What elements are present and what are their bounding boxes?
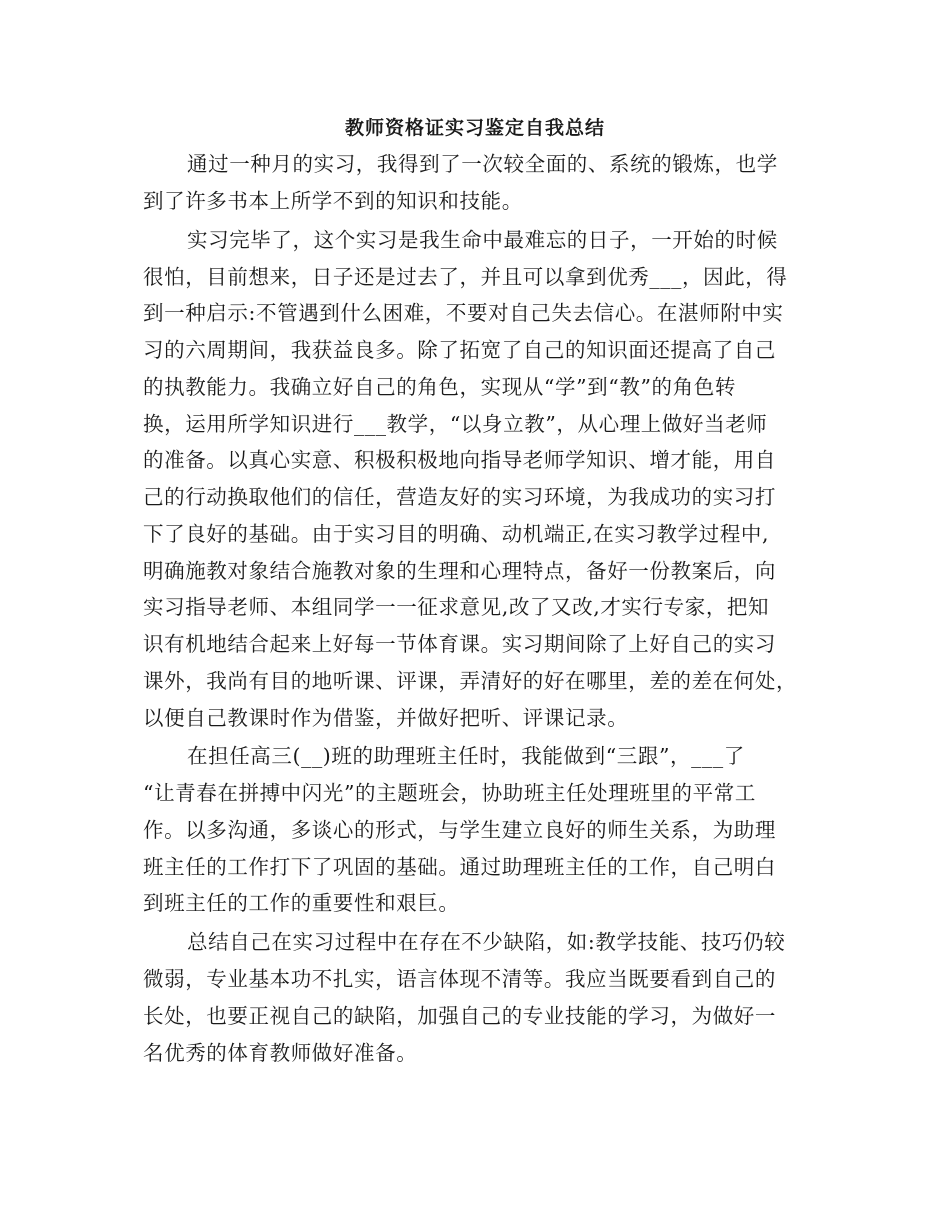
paragraph-4-line: 名优秀的体育教师做好准备。: [143, 1041, 418, 1065]
paragraph-2-line: 己的行动换取他们的信任，营造友好的实习环境，为我成功的实习打: [143, 485, 776, 509]
paragraph-2-line: 识有机地结合起来上好每一节体育课。实习期间除了上好自己的实习: [143, 632, 776, 656]
paragraph-2-line: 实习指导老师、本组同学一一征求意见,改了又改,才实行专家，把知: [143, 595, 770, 619]
paragraph-2-line: 换，运用所学知识进行___教学，“以身立教”，从心理上做好当老师: [143, 412, 768, 436]
paragraph-2-line: 课外，我尚有目的地听课、评课，弄清好的好在哪里，差的差在何处，: [143, 669, 798, 693]
paragraph-2-line: 的准备。以真心实意、积极积极地向指导老师学知识、增才能，用自: [143, 448, 776, 472]
paragraph-2-line: 到一种启示:不管遇到什么困难，不要对自己失去信心。在湛师附中实: [143, 301, 784, 325]
paragraph-3-line: 在担任高三(__)班的助理班主任时，我能做到“三跟”，___了: [187, 744, 745, 768]
paragraph-2-line: 以便自己教课时作为借鉴，并做好把听、评课记录。: [143, 706, 629, 730]
paragraph-2-line: 很怕，目前想来，日子还是过去了，并且可以拿到优秀___，因此，得: [143, 265, 788, 289]
paragraph-1-line: 到了许多书本上所学不到的知识和技能。: [143, 189, 523, 213]
paragraph-2-line: 下了良好的基础。由于实习目的明确、动机端正,在实习教学过程中,: [143, 522, 770, 546]
paragraph-3-line: “让青春在拼搏中闪光”的主题班会，协助班主任处理班里的平常工: [143, 781, 756, 805]
paragraph-3-line: 班主任的工作打下了巩固的基础。通过助理班主任的工作，自己明白: [143, 855, 776, 879]
paragraph-2-line: 明确施教对象结合施教对象的生理和心理特点，备好一份教案后，向: [143, 559, 776, 583]
paragraph-4-line: 微弱，专业基本功不扎实，语言体现不清等。我应当既要看到自己的: [143, 967, 776, 991]
paragraph-4-line: 总结自己在实习过程中在存在不少缺陷，如:教学技能、技巧仍较: [187, 930, 786, 954]
paragraph-3-line: 到班主任的工作的重要性和艰巨。: [143, 891, 460, 915]
paragraph-3-line: 作。以多沟通，多谈心的形式，与学生建立良好的师生关系，为助理: [143, 818, 776, 842]
paragraph-4-line: 长处，也要正视自己的缺陷，加强自己的专业技能的学习，为做好一: [143, 1004, 776, 1028]
paragraph-1-line: 通过一种月的实习，我得到了一次较全面的、系统的锻炼，也学: [187, 152, 778, 176]
paragraph-2-line: 的执教能力。我确立好自己的角色，实现从“学”到“教”的角色转: [143, 375, 736, 399]
paragraph-2-line: 实习完毕了，这个实习是我生命中最难忘的日子，一开始的时候: [187, 228, 778, 252]
document-title: 教师资格证实习鉴定自我总结: [344, 117, 605, 139]
paragraph-2-line: 习的六周期间，我获益良多。除了拓宽了自己的知识面还提高了自己: [143, 338, 776, 362]
